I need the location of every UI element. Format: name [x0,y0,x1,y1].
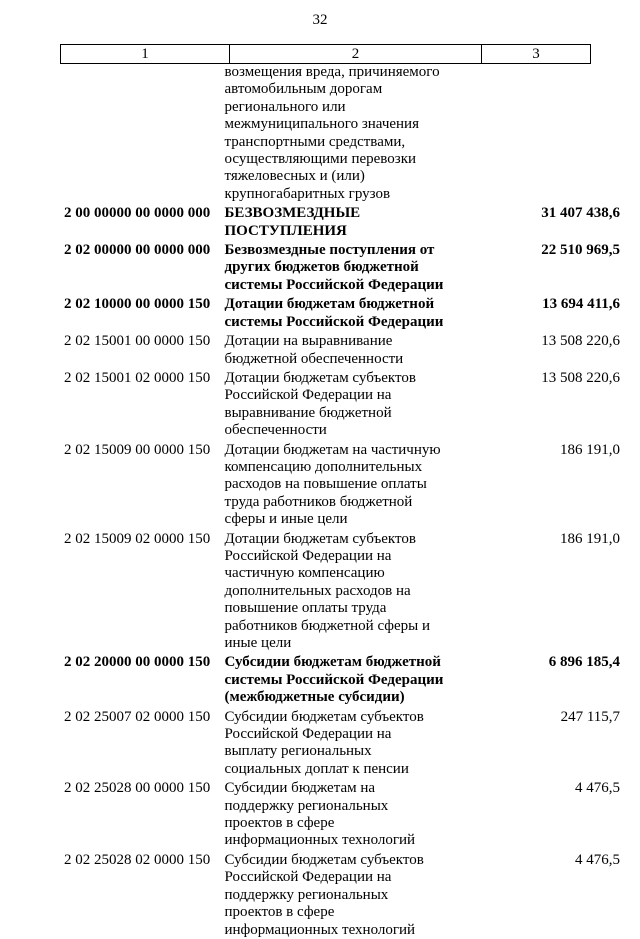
page-number: 32 [312,12,328,28]
row-code: 2 02 25007 02 0000 150 [64,708,211,725]
table-row [60,442,620,529]
row-name: Дотации бюджетам субъектов Российской Федерации на выравнивание бюджетной обеспеченности [224,369,416,439]
row-name: Дотации на выравнивание бюджетной обеспеченности [224,333,404,367]
table-row [60,852,620,939]
row-code: 2 02 10000 00 0000 150 [64,296,211,313]
row-code: 2 02 15001 02 0000 150 [64,369,211,386]
row-name: Дотации бюджетам субъектов Российской Федерации на частичную компенсацию дополнительных расходов на повышение оплаты труда работников бюджетной сферы и иные цели [224,530,431,651]
row-code [60,64,215,203]
table-row [60,370,620,440]
row-name: Субсидии бюджетам бюджетной системы Российской Федерации (межбюджетные субсидии) [224,654,444,706]
row-code: 2 02 20000 00 0000 150 [64,654,211,671]
row-name: возмещения вреда, причиняемого автомобильным дорогам регионального или межмуниципального значения транспортными средствами, осуществляющими перевозки тяжеловесных и (или) крупногабаритных грузов [224,64,440,202]
table-row [60,64,620,203]
row-name: Безвозмездные поступления от других бюджетов бюджетной системы Российской Федерации [224,242,444,293]
row-amount: 4 476,5 [575,780,621,797]
row-amount: 186 191,0 [560,530,621,547]
row-code: 2 02 15009 02 0000 150 [64,530,211,547]
row-amount: 13 508 220,6 [541,333,621,350]
row-code: 2 02 00000 00 0000 000 [64,242,211,259]
row-name: БЕЗВОЗМЕЗДНЫЕ ПОСТУПЛЕНИЯ [224,205,361,239]
row-amount: 31 407 438,6 [541,205,621,222]
row-name: Дотации бюджетам на частичную компенсацию дополнительных расходов на повышение оплаты труда работников бюджетной сферы и иные цели [224,441,441,528]
table-row [60,709,620,779]
row-code: 2 02 15001 00 0000 150 [64,333,211,350]
table-row [60,296,620,331]
header-col-1: 1 [61,45,230,63]
row-name: Субсидии бюджетам на поддержку региональных проектов в сфере информационных технологий [224,780,416,849]
table-row [60,242,620,294]
header-col-2: 2 [230,45,482,63]
table-header [60,44,591,64]
table-row [60,205,620,240]
table-row [60,333,620,368]
row-code: 2 02 25028 02 0000 150 [64,851,211,868]
row-code: 2 02 15009 00 0000 150 [64,441,211,458]
header-col-3: 3 [532,45,540,62]
row-amount: 247 115,7 [560,708,621,725]
row-amount: 186 191,0 [560,441,621,458]
row-amount: 13 508 220,6 [541,369,621,386]
row-amount: 4 476,5 [575,851,621,868]
table-row [60,780,620,850]
row-amount: 13 694 411,6 [542,296,621,313]
row-name: Дотации бюджетам бюджетной системы Российской Федерации [224,296,444,330]
table-body [60,64,620,939]
row-name: Субсидии бюджетам субъектов Российской Федерации на поддержку региональных проектов в сфере информационных технологий [224,851,424,938]
row-amount: 6 896 185,4 [548,654,621,671]
table-row [60,654,620,706]
table-row [60,531,620,653]
row-code: 2 02 25028 00 0000 150 [64,780,211,797]
row-code: 2 00 00000 00 0000 000 [64,205,211,222]
row-name: Субсидии бюджетам субъектов Российской Федерации на выплату региональных социальных доплат к пенсии [224,708,424,777]
row-amount [446,64,620,203]
row-amount: 22 510 969,5 [541,242,621,259]
